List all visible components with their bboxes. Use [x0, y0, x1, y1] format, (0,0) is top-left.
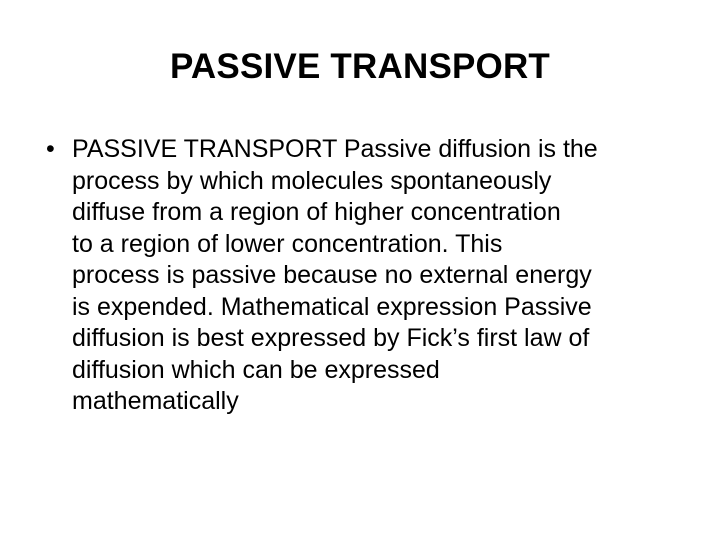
body-line: PASSIVE TRANSPORT Passive diffusion is the — [72, 135, 598, 163]
bullet-item — [46, 134, 686, 418]
bullet-icon: • — [46, 135, 55, 163]
slide-title: PASSIVE TRANSPORT — [169, 47, 551, 86]
body-line: to a region of lower concentration. This — [72, 229, 503, 258]
body-line: diffusion is best expressed by Fick’s first law of — [72, 324, 590, 352]
body-line: diffuse from a region of higher concentration — [72, 198, 561, 226]
body-line: is expended. Mathematical expression Passive — [72, 292, 592, 321]
body-line: process is passive because no external energy — [72, 261, 592, 289]
bullet-text — [72, 134, 686, 418]
body-line: process by which molecules spontaneously — [72, 166, 552, 195]
body-line: diffusion which can be expressed — [72, 355, 440, 384]
body-line: mathematically — [72, 387, 239, 415]
